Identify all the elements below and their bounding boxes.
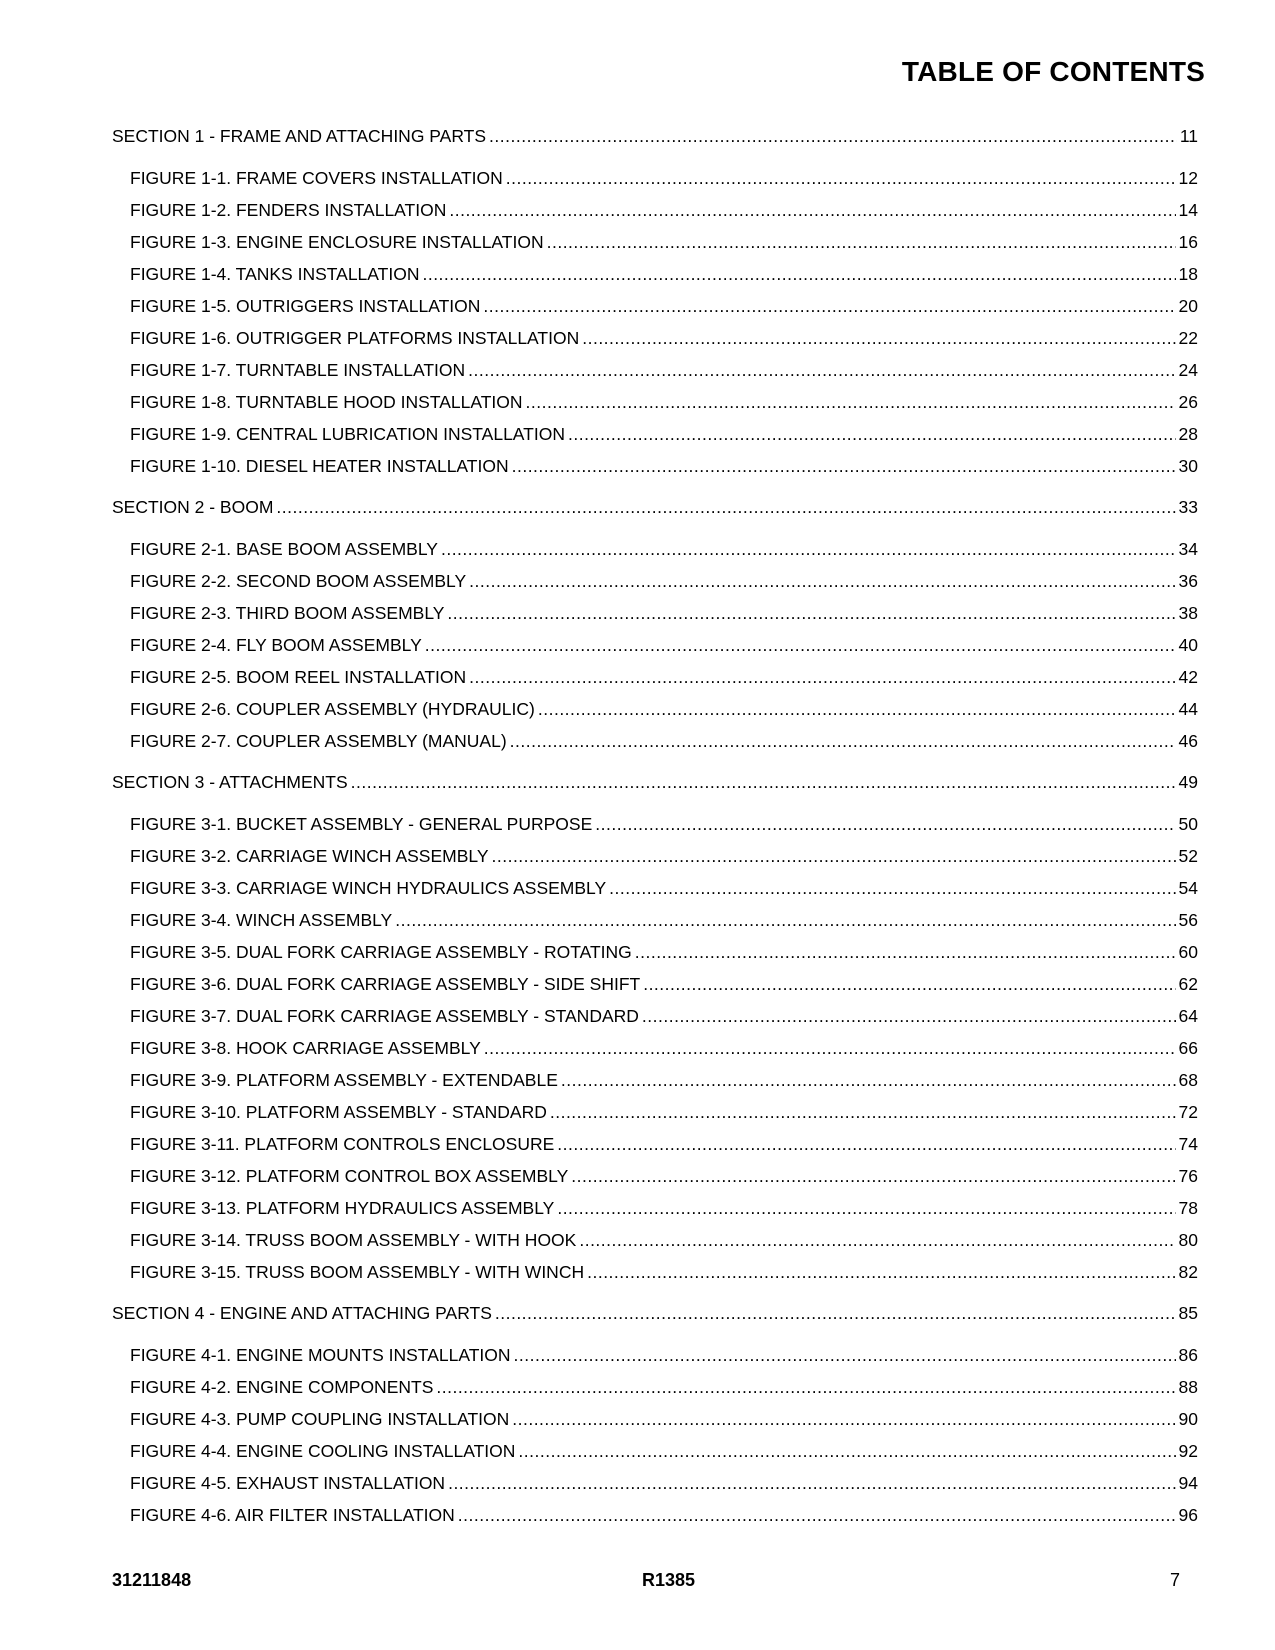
toc-leader-dots (447, 603, 1175, 624)
toc-entry-page: 66 (1178, 1038, 1198, 1058)
toc-entry-label: FIGURE 3-14. TRUSS BOOM ASSEMBLY - WITH HOOK (130, 1230, 577, 1250)
toc-entry-page: 40 (1178, 635, 1198, 655)
toc-entry-page: 11 (1179, 126, 1198, 146)
toc-entry-label: FIGURE 3-9. PLATFORM ASSEMBLY - EXTENDABLE (130, 1070, 558, 1090)
footer-doc-number: 31211848 (112, 1570, 192, 1590)
toc-figure-entry[interactable] (112, 168, 1198, 200)
toc-entry-page: 56 (1178, 910, 1198, 930)
toc-figure-entry[interactable] (112, 328, 1198, 360)
toc-entry-page: 92 (1178, 1441, 1198, 1461)
toc-entry-label: FIGURE 2-7. COUPLER ASSEMBLY (MANUAL) (130, 731, 507, 751)
toc-entry-label: SECTION 1 - FRAME AND ATTACHING PARTS (112, 126, 487, 146)
toc-entry-page: 16 (1178, 232, 1198, 252)
toc-entry-page: 74 (1178, 1134, 1198, 1154)
toc-leader-dots (351, 772, 1176, 793)
toc-entry-label: FIGURE 1-6. OUTRIGGER PLATFORMS INSTALLATION (130, 328, 580, 348)
toc-entry-page: 42 (1178, 667, 1198, 687)
toc-list (112, 126, 1198, 1537)
toc-entry-page: 94 (1178, 1473, 1198, 1493)
toc-leader-dots (557, 1134, 1175, 1155)
toc-entry-page: 28 (1178, 424, 1198, 444)
page-title: TABLE OF CONTENTS (901, 56, 1205, 87)
toc-section-entry[interactable] (112, 1303, 1198, 1335)
toc-figure-entry[interactable] (112, 571, 1198, 603)
toc-entry-page: 88 (1178, 1377, 1198, 1397)
toc-leader-dots (449, 200, 1175, 221)
toc-leader-dots (441, 539, 1176, 560)
toc-figure-entry[interactable] (112, 232, 1198, 264)
toc-entry-page: 96 (1178, 1505, 1198, 1525)
toc-figure-entry[interactable] (112, 1345, 1198, 1377)
toc-leader-dots (425, 635, 1176, 656)
toc-entry-label: FIGURE 4-6. AIR FILTER INSTALLATION (130, 1505, 455, 1525)
toc-leader-dots (635, 942, 1176, 963)
toc-entry-page: 49 (1178, 772, 1198, 792)
toc-leader-dots (526, 392, 1176, 413)
toc-figure-entry[interactable] (112, 1038, 1198, 1070)
toc-leader-dots (395, 910, 1175, 931)
toc-entry-page: 14 (1178, 200, 1198, 220)
toc-entry-page: 22 (1178, 328, 1198, 348)
toc-leader-dots (469, 667, 1175, 688)
toc-figure-entry[interactable] (112, 942, 1198, 974)
toc-entry-page: 38 (1178, 603, 1198, 623)
toc-entry-page: 78 (1178, 1198, 1198, 1218)
toc-entry-page: 44 (1178, 699, 1198, 719)
toc-leader-dots (643, 974, 1175, 995)
toc-figure-entry[interactable] (112, 910, 1198, 942)
toc-figure-entry[interactable] (112, 456, 1198, 488)
toc-leader-dots (483, 296, 1175, 317)
toc-entry-label: FIGURE 1-9. CENTRAL LUBRICATION INSTALLATION (130, 424, 565, 444)
toc-figure-entry[interactable] (112, 296, 1198, 328)
toc-leader-dots (547, 232, 1176, 253)
toc-entry-label: FIGURE 3-15. TRUSS BOOM ASSEMBLY - WITH WINCH (130, 1262, 585, 1282)
toc-leader-dots (571, 1166, 1175, 1187)
toc-entry-page: 86 (1178, 1345, 1198, 1365)
toc-entry-page: 30 (1178, 456, 1198, 476)
toc-figure-entry[interactable] (112, 1006, 1198, 1038)
toc-entry-label: FIGURE 3-8. HOOK CARRIAGE ASSEMBLY (130, 1038, 481, 1058)
toc-leader-dots (514, 1345, 1176, 1366)
toc-entry-page: 80 (1178, 1230, 1198, 1250)
toc-entry-page: 46 (1178, 731, 1198, 751)
toc-entry-page: 20 (1178, 296, 1198, 316)
toc-figure-entry[interactable] (112, 1377, 1198, 1409)
toc-section-entry[interactable] (112, 497, 1198, 529)
toc-entry-label: FIGURE 4-2. ENGINE COMPONENTS (130, 1377, 434, 1397)
toc-entry-label: SECTION 2 - BOOM (112, 497, 274, 517)
toc-leader-dots (489, 126, 1177, 147)
toc-entry-page: 12 (1178, 168, 1198, 188)
toc-entry-page: 62 (1178, 974, 1198, 994)
toc-leader-dots (448, 1473, 1175, 1494)
page-footer (112, 1570, 1198, 1594)
toc-leader-dots (492, 846, 1176, 867)
toc-leader-dots (568, 424, 1176, 445)
toc-entry-label: SECTION 3 - ATTACHMENTS (112, 772, 348, 792)
toc-entry-label: FIGURE 1-5. OUTRIGGERS INSTALLATION (130, 296, 481, 316)
toc-entry-label: FIGURE 3-11. PLATFORM CONTROLS ENCLOSURE (130, 1134, 555, 1154)
toc-figure-entry[interactable] (112, 1473, 1198, 1505)
toc-entry-page: 60 (1178, 942, 1198, 962)
toc-entry-page: 72 (1178, 1102, 1198, 1122)
toc-figure-entry[interactable] (112, 603, 1198, 635)
toc-entry-label: FIGURE 4-5. EXHAUST INSTALLATION (130, 1473, 446, 1493)
toc-leader-dots (582, 328, 1175, 349)
toc-leader-dots (512, 456, 1176, 477)
toc-entry-label: FIGURE 4-1. ENGINE MOUNTS INSTALLATION (130, 1345, 511, 1365)
toc-entry-label: FIGURE 4-4. ENGINE COOLING INSTALLATION (130, 1441, 516, 1461)
toc-figure-entry[interactable] (112, 1134, 1198, 1166)
toc-figure-entry[interactable] (112, 1441, 1198, 1473)
toc-section-entry[interactable] (112, 772, 1198, 804)
toc-entry-page: 34 (1178, 539, 1198, 559)
toc-leader-dots (510, 731, 1176, 752)
toc-entry-label: FIGURE 1-8. TURNTABLE HOOD INSTALLATION (130, 392, 523, 412)
toc-entry-label: FIGURE 2-2. SECOND BOOM ASSEMBLY (130, 571, 467, 591)
toc-leader-dots (468, 360, 1175, 381)
toc-entry-label: FIGURE 3-10. PLATFORM ASSEMBLY - STANDARD (130, 1102, 547, 1122)
toc-leader-dots (512, 1409, 1175, 1430)
toc-entry-label: FIGURE 1-4. TANKS INSTALLATION (130, 264, 420, 284)
toc-entry-label: FIGURE 3-5. DUAL FORK CARRIAGE ASSEMBLY - ROTATING (130, 942, 632, 962)
toc-leader-dots (506, 168, 1176, 189)
toc-figure-entry[interactable] (112, 667, 1198, 699)
toc-entry-page: 52 (1178, 846, 1198, 866)
toc-leader-dots (538, 699, 1176, 720)
toc-entry-label: FIGURE 3-12. PLATFORM CONTROL BOX ASSEMBLY (130, 1166, 569, 1186)
footer-revision: R1385 (642, 1570, 696, 1590)
toc-entry-page: 33 (1178, 497, 1198, 517)
toc-figure-entry[interactable] (112, 264, 1198, 296)
toc-entry-label: SECTION 4 - ENGINE AND ATTACHING PARTS (112, 1303, 492, 1323)
toc-figure-entry[interactable] (112, 635, 1198, 667)
toc-leader-dots (579, 1230, 1175, 1251)
toc-entry-label: FIGURE 3-6. DUAL FORK CARRIAGE ASSEMBLY - SIDE SHIFT (130, 974, 641, 994)
toc-leader-dots (595, 814, 1175, 835)
toc-entry-label: FIGURE 1-2. FENDERS INSTALLATION (130, 200, 447, 220)
toc-leader-dots (561, 1070, 1176, 1091)
toc-figure-entry[interactable] (112, 731, 1198, 763)
toc-figure-entry[interactable] (112, 1262, 1198, 1294)
toc-section-entry[interactable] (112, 126, 1198, 158)
toc-entry-label: FIGURE 1-10. DIESEL HEATER INSTALLATION (130, 456, 509, 476)
toc-entry-page: 76 (1178, 1166, 1198, 1186)
toc-entry-label: FIGURE 2-1. BASE BOOM ASSEMBLY (130, 539, 438, 559)
toc-leader-dots (495, 1303, 1176, 1324)
toc-entry-label: FIGURE 3-13. PLATFORM HYDRAULICS ASSEMBLY (130, 1198, 555, 1218)
toc-figure-entry[interactable] (112, 200, 1198, 232)
toc-entry-label: FIGURE 3-2. CARRIAGE WINCH ASSEMBLY (130, 846, 489, 866)
toc-figure-entry[interactable] (112, 1166, 1198, 1198)
toc-figure-entry[interactable] (112, 424, 1198, 456)
toc-entry-label: FIGURE 1-1. FRAME COVERS INSTALLATION (130, 168, 503, 188)
toc-figure-entry[interactable] (112, 1230, 1198, 1262)
toc-figure-entry[interactable] (112, 814, 1198, 846)
toc-leader-dots (469, 571, 1175, 592)
toc-figure-entry[interactable] (112, 878, 1198, 910)
toc-leader-dots (557, 1198, 1175, 1219)
toc-leader-dots (422, 264, 1175, 285)
toc-leader-dots (458, 1505, 1176, 1526)
toc-figure-entry[interactable] (112, 1070, 1198, 1102)
toc-entry-page: 90 (1178, 1409, 1198, 1429)
toc-figure-entry[interactable] (112, 1198, 1198, 1230)
toc-entry-page: 64 (1178, 1006, 1198, 1026)
toc-entry-page: 18 (1178, 264, 1198, 284)
toc-leader-dots (642, 1006, 1176, 1027)
toc-entry-page: 85 (1178, 1303, 1198, 1323)
toc-entry-label: FIGURE 3-7. DUAL FORK CARRIAGE ASSEMBLY - STANDARD (130, 1006, 639, 1026)
toc-entry-page: 24 (1178, 360, 1198, 380)
toc-leader-dots (609, 878, 1175, 899)
toc-figure-entry[interactable] (112, 846, 1198, 878)
toc-entry-label: FIGURE 2-6. COUPLER ASSEMBLY (HYDRAULIC) (130, 699, 535, 719)
toc-figure-entry[interactable] (112, 539, 1198, 571)
toc-leader-dots (587, 1262, 1175, 1283)
toc-entry-page: 36 (1178, 571, 1198, 591)
toc-entry-label: FIGURE 3-4. WINCH ASSEMBLY (130, 910, 393, 930)
toc-entry-label: FIGURE 1-3. ENGINE ENCLOSURE INSTALLATION (130, 232, 544, 252)
toc-entry-page: 50 (1178, 814, 1198, 834)
toc-entry-page: 82 (1178, 1262, 1198, 1282)
toc-figure-entry[interactable] (112, 974, 1198, 1006)
toc-leader-dots (550, 1102, 1176, 1123)
toc-figure-entry[interactable] (112, 1505, 1198, 1537)
toc-entry-label: FIGURE 2-3. THIRD BOOM ASSEMBLY (130, 603, 445, 623)
toc-figure-entry[interactable] (112, 392, 1198, 424)
toc-entry-label: FIGURE 3-1. BUCKET ASSEMBLY - GENERAL PURPOSE (130, 814, 593, 834)
toc-entry-page: 68 (1178, 1070, 1198, 1090)
toc-leader-dots (484, 1038, 1176, 1059)
toc-figure-entry[interactable] (112, 699, 1198, 731)
toc-figure-entry[interactable] (112, 360, 1198, 392)
toc-entry-label: FIGURE 2-4. FLY BOOM ASSEMBLY (130, 635, 422, 655)
toc-figure-entry[interactable] (112, 1102, 1198, 1134)
toc-entry-label: FIGURE 4-3. PUMP COUPLING INSTALLATION (130, 1409, 510, 1429)
toc-entry-page: 26 (1178, 392, 1198, 412)
toc-entry-label: FIGURE 3-3. CARRIAGE WINCH HYDRAULICS ASSEMBLY (130, 878, 607, 898)
toc-leader-dots (436, 1377, 1175, 1398)
toc-leader-dots (518, 1441, 1175, 1462)
toc-figure-entry[interactable] (112, 1409, 1198, 1441)
footer-page-number: 7 (1169, 1570, 1180, 1590)
toc-entry-label: FIGURE 2-5. BOOM REEL INSTALLATION (130, 667, 467, 687)
toc-entry-page: 54 (1178, 878, 1198, 898)
toc-entry-label: FIGURE 1-7. TURNTABLE INSTALLATION (130, 360, 466, 380)
toc-leader-dots (276, 497, 1175, 518)
